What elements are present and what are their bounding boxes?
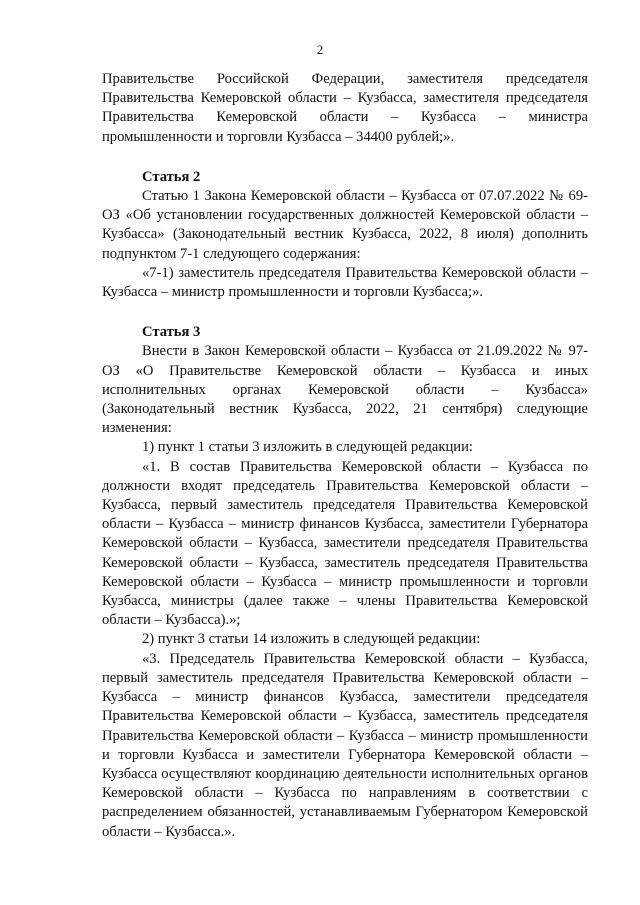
article-3-paragraph: «3. Председатель Правительства Кемеровской области – Кузбасса, первый заместитель председателя Правительства Кемеровской области – Кузбасса – министр финансов Кузбасса, заместители председателя Правительства Кемеровской области – Кузбасса, заместитель председателя Правительства Кемеровской области – Кузбасса – министр промышленности и торговли Кузбасса и заместители Губернатора Кемеровской области – Кузбасса осуществляют координацию деятельности исполнительных органов Кемеровской области – Кузбасса по направлениям в соответствии с распределением обязанностей, устанавливаемым Губернатором Кемеровской области – Кузбасса.».: [102, 650, 588, 840]
page-number: 2: [316, 42, 324, 57]
intro-paragraph: Правительстве Российской Федерации, заместителя председателя Правительства Кемеровской области – Кузбасса, заместителя председателя Правительства Кемеровской области – Кузбасса – министра промышленности и торговли Кузбасса – 34400 рублей;».: [102, 71, 588, 145]
article-2-heading: Статья 2: [142, 168, 201, 185]
article-3-paragraph: 1) пункт 1 статьи 3 изложить в следующей редакции:: [142, 439, 473, 456]
article-2-paragraph: Статью 1 Закона Кемеровской области – Кузбасса от 07.07.2022 № 69-ОЗ «Об установлении государственных должностей Кемеровской области – Кузбасса» (Законодательный вестник Кузбасса, 2022, 8 июля) дополнить подпунктом 7-1 следующего содержания:: [102, 188, 588, 262]
article-2: [102, 168, 588, 302]
article-3-paragraph: Внести в Закон Кемеровской области – Кузбасса от 21.09.2022 № 97-ОЗ «О Правительстве Кемеровской области – Кузбасса и иных исполнительных органах Кемеровской области – Кузбасса» (Законодательный вестник Кузбасса, 2022, 21 сентября) следующие изменения:: [102, 343, 588, 437]
article-3-heading: Статья 3: [142, 324, 201, 341]
spacer: [102, 147, 588, 168]
document-body: [102, 70, 588, 842]
article-2-paragraph: «7-1) заместитель председателя Правительства Кемеровской области – Кузбасса – министр промышленности и торговли Кузбасса;».: [102, 264, 588, 301]
article-3: [102, 323, 588, 841]
article-3-paragraph: 2) пункт 3 статьи 14 изложить в следующей редакции:: [142, 631, 481, 648]
article-3-paragraph: «1. В состав Правительства Кемеровской области – Кузбасса по должности входят председатель Правительства Кемеровской области – Кузбасса, первый заместитель председателя Правительства Кемеровской области – Кузбасса – министр финансов Кузбасса, заместители Губернатора Кемеровской области – Кузбасса, заместители председателя Правительства Кемеровской области – Кузбасса, заместитель председателя Правительства Кемеровской области – Кузбасса – министр промышленности и торговли Кузбасса, министры (далее также – члены Правительства Кемеровской области – Кузбасса).»;: [102, 458, 588, 629]
spacer: [102, 302, 588, 323]
